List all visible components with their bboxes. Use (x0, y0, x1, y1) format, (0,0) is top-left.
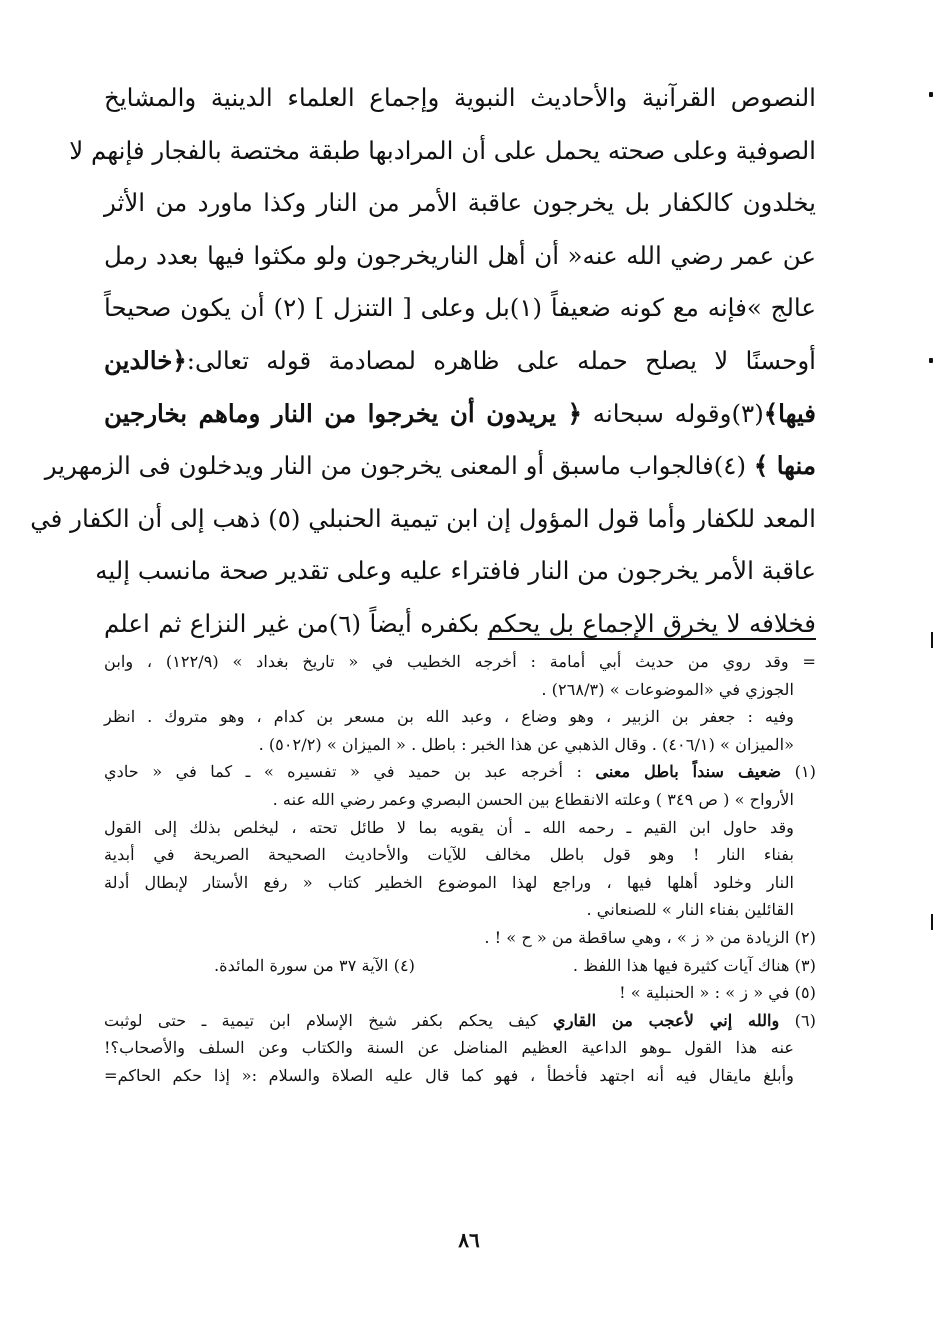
footnote-line (104, 1062, 816, 1090)
text-line: عاقبة الأمر يخرجون من النار فافتراء عليه وعلى تقدير صحة مانسب إليه (95, 556, 816, 586)
margin-mark (929, 358, 933, 363)
footnotes (104, 648, 816, 1090)
footnote-bold-text: ضعيف سنداً باطل معنى (595, 762, 782, 782)
footnote-text: وقد حاول ابن القيم ـ رحمه الله ـ أن يقويه بما لا طائل تحته ، ليخلص بذلك إلى القول (104, 817, 794, 837)
footnote-text: النار وخلود أهلها فيها ، وراجع لهذا الموضوع الخطير كتاب « رفع الأستار لإبطال أدلة (104, 872, 794, 892)
footnote-text: = وقد روي من حديث أبي أمامة : أخرجه الخطيب في « تاريخ بغداد » (١٢٢/٩) ، وابن (104, 652, 816, 671)
quran-quote: ﴿خالدين (104, 345, 187, 375)
text-line: عن عمر رضي الله عنه« أن أهل الناريخرجون ولو مكثوا فيها بعدد رمل (104, 240, 816, 270)
text-line (104, 335, 816, 388)
main-body-text (30, 72, 817, 651)
footnote-line (104, 758, 816, 786)
text-line: يخلدون كالكفار بل يخرجون عاقبة الأمر من النار وكذا ماورد من الأثر (104, 188, 816, 218)
footnote-text: (٥) في « ز » : « الحنبلية » ! (619, 983, 816, 1003)
quran-quote: منها ﴾ (753, 451, 816, 481)
footnote-line (104, 869, 816, 897)
text-run: بكفره أيضاً (٦)من غير النزاع ثم اعلم (104, 608, 488, 638)
page-number: ٨٦ (458, 1228, 480, 1252)
footnote-bold-text: والله إني لأعجب من القاري (553, 1010, 780, 1030)
footnote-pair-line (104, 952, 816, 980)
footnote-line (104, 731, 816, 759)
footnote-text: الأرواح » ( ص ٣٤٩ ) وعلته الانقطاع بين الحسن البصري وعمر رضي الله عنه . (272, 789, 794, 809)
footnote-line (104, 841, 816, 869)
text-line (104, 388, 816, 441)
footnote-line (104, 703, 816, 731)
text-line: المعد للكفار وأما قول المؤول إن ابن تيمية الحنبلي (٥) ذهب إلى أن الكفار في (30, 503, 816, 533)
footnote-text: كيف يحكم بكفر شيخ الإسلام ابن تيمية ـ حتى لوثبت (104, 1010, 554, 1030)
text-run: (٣)وقوله سبحانه (581, 398, 764, 428)
margin-mark (931, 914, 933, 930)
text-run: (٤)فالجواب ماسبق أو المعنى يخرجون من النار ويدخلون فى الزمهرير (44, 451, 754, 481)
footnote-text: الجوزي في «الموضوعات » (٢٦٨/٣) . (541, 679, 794, 699)
footnote-text: القائلين بفناء النار » للصنعاني . (586, 900, 794, 920)
footnote-number: (١) (781, 762, 816, 782)
text-line: عالج »فإنه مع كونه ضعيفاً (١)بل وعلى [ التنزل ] (٢) أن يكون صحيحاً (104, 293, 817, 323)
footnote-text: : أخرجه عبد بن حميد في « تفسيره » ـ كما في « حادي (104, 762, 596, 782)
text-run: أوحسنًا لا يصلح حمله على ظاهره لمصادمة قوله تعالى: (186, 345, 816, 375)
footnote-text: وأبلغ مايقال فيه أنه اجتهد فأخطأ ، فهو كما قال عليه الصلاة والسلام :« إذا حكم الحاكم= (104, 1065, 794, 1085)
text-line (44, 440, 816, 493)
footnote-line (104, 924, 816, 952)
text-line (104, 598, 816, 651)
footnote-line (104, 1034, 816, 1062)
footnote-text: بفناء النار ! وهو قول باطل مخالف للآيات والأحاديث الصحيحة الصريحة في أبدية (104, 845, 794, 865)
footnote-text: (٢) الزيادة من « ز » ، وهي ساقطة من « ح » ! . (484, 927, 816, 947)
quran-quote: ﴿ يريدون أن يخرجوا من النار وماهم بخارجين (104, 398, 582, 428)
underlined-text: فخلافه لا يخرق الإجماع بل يحكم (487, 608, 816, 638)
footnote-line (104, 676, 816, 704)
text-line: النصوص القرآنية والأحاديث النبوية وإجماع العلماء الدينية والمشايخ (104, 83, 816, 112)
footnote-line (104, 896, 816, 924)
margin-mark (931, 632, 933, 648)
quran-quote: فيها﴾ (763, 398, 816, 428)
margin-mark (929, 92, 933, 97)
footnote-line (104, 1007, 816, 1035)
footnote-line (104, 979, 816, 1007)
footnote-text: «الميزان » (٤٠٦/١) . وقال الذهبي عن هذا الخبر : باطل . « الميزان » (٥٠٢/٢) . (258, 734, 794, 754)
footnote-text: عنه هذا القول ـوهو الداعية العظيم المناضل عن السنة والكتاب وعن السلف والأصحاب؟! (104, 1038, 794, 1058)
footnote-line (104, 786, 816, 814)
footnote-text: (٣) هناك آيات كثيرة فيها هذا اللفظ . (572, 955, 816, 975)
footnote-text: (٤) الآية ٣٧ من سورة المائدة. (214, 955, 415, 975)
text-line: الصوفية وعلى صحته يحمل على أن المرادبها طبقة مختصة بالفجار فإنهم لا (69, 135, 816, 165)
footnote-line (104, 648, 816, 676)
footnote-text: وفيه : جعفر بن الزبير ، وهو وضاع ، وعبد الله بن مسعر بن كدام ، وهو متروك . انظر (104, 707, 794, 727)
footnote-number: (٦) (779, 1010, 816, 1030)
footnote-line (104, 814, 816, 842)
